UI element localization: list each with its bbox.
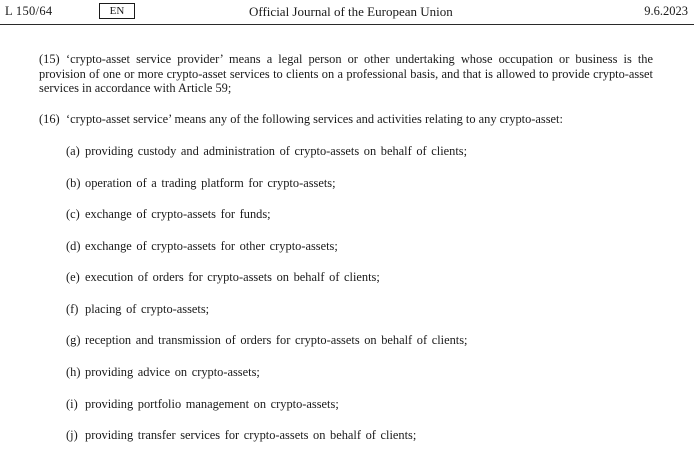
item-letter: (d) [66,239,81,253]
item-letter: (h) [66,365,81,379]
list-item-c [66,207,271,222]
language-badge: EN [99,3,135,19]
list-item-f [66,302,209,317]
definition-16 [39,112,653,127]
list-item-j [66,428,416,443]
item-letter: (j) [66,428,78,442]
item-letter: (b) [66,176,81,190]
item-text: providing advice on crypto-assets; [85,365,260,379]
definition-number: (16) [39,112,60,126]
page-reference: L 150/64 [5,4,53,18]
item-text: operation of a trading platform for crypto-assets; [85,176,336,190]
page-header [0,0,694,25]
list-item-i [66,397,339,412]
item-text: providing transfer services for crypto-assets on behalf of clients; [85,428,417,442]
item-text: placing of crypto-assets; [85,302,210,316]
item-letter: (c) [66,207,80,221]
item-letter: (f) [66,302,79,316]
list-item-d [66,239,338,254]
definition-text: ‘crypto-asset service provider’ means a legal person or other undertaking whose occupation or business is the provision of one or more crypto-asset services to clients on a professional basis, and that is allowed to provide crypto-asset services in accordance with Article 59; [39,52,653,95]
definition-15 [39,52,653,96]
item-text: providing custody and administration of crypto-assets on behalf of clients; [85,144,468,158]
item-text: exchange of crypto-assets for other crypto-assets; [85,239,338,253]
definition-text: ‘crypto-asset service’ means any of the following services and activities relating to any crypto-asset: [66,112,563,126]
journal-title: Official Journal of the European Union [249,4,453,19]
item-letter: (a) [66,144,80,158]
item-letter: (g) [66,333,81,347]
list-item-e [66,270,380,285]
publication-date: 9.6.2023 [644,4,688,18]
list-item-a [66,144,467,159]
item-text: providing portfolio management on crypto-assets; [85,397,339,411]
list-item-g [66,333,467,348]
list-item-h [66,365,260,380]
item-text: exchange of crypto-assets for funds; [85,207,271,221]
item-letter: (i) [66,397,78,411]
item-text: reception and transmission of orders for crypto-assets on behalf of clients; [85,333,468,347]
list-item-b [66,176,336,191]
item-letter: (e) [66,270,80,284]
definition-number: (15) [39,52,60,66]
item-text: execution of orders for crypto-assets on behalf of clients; [85,270,380,284]
